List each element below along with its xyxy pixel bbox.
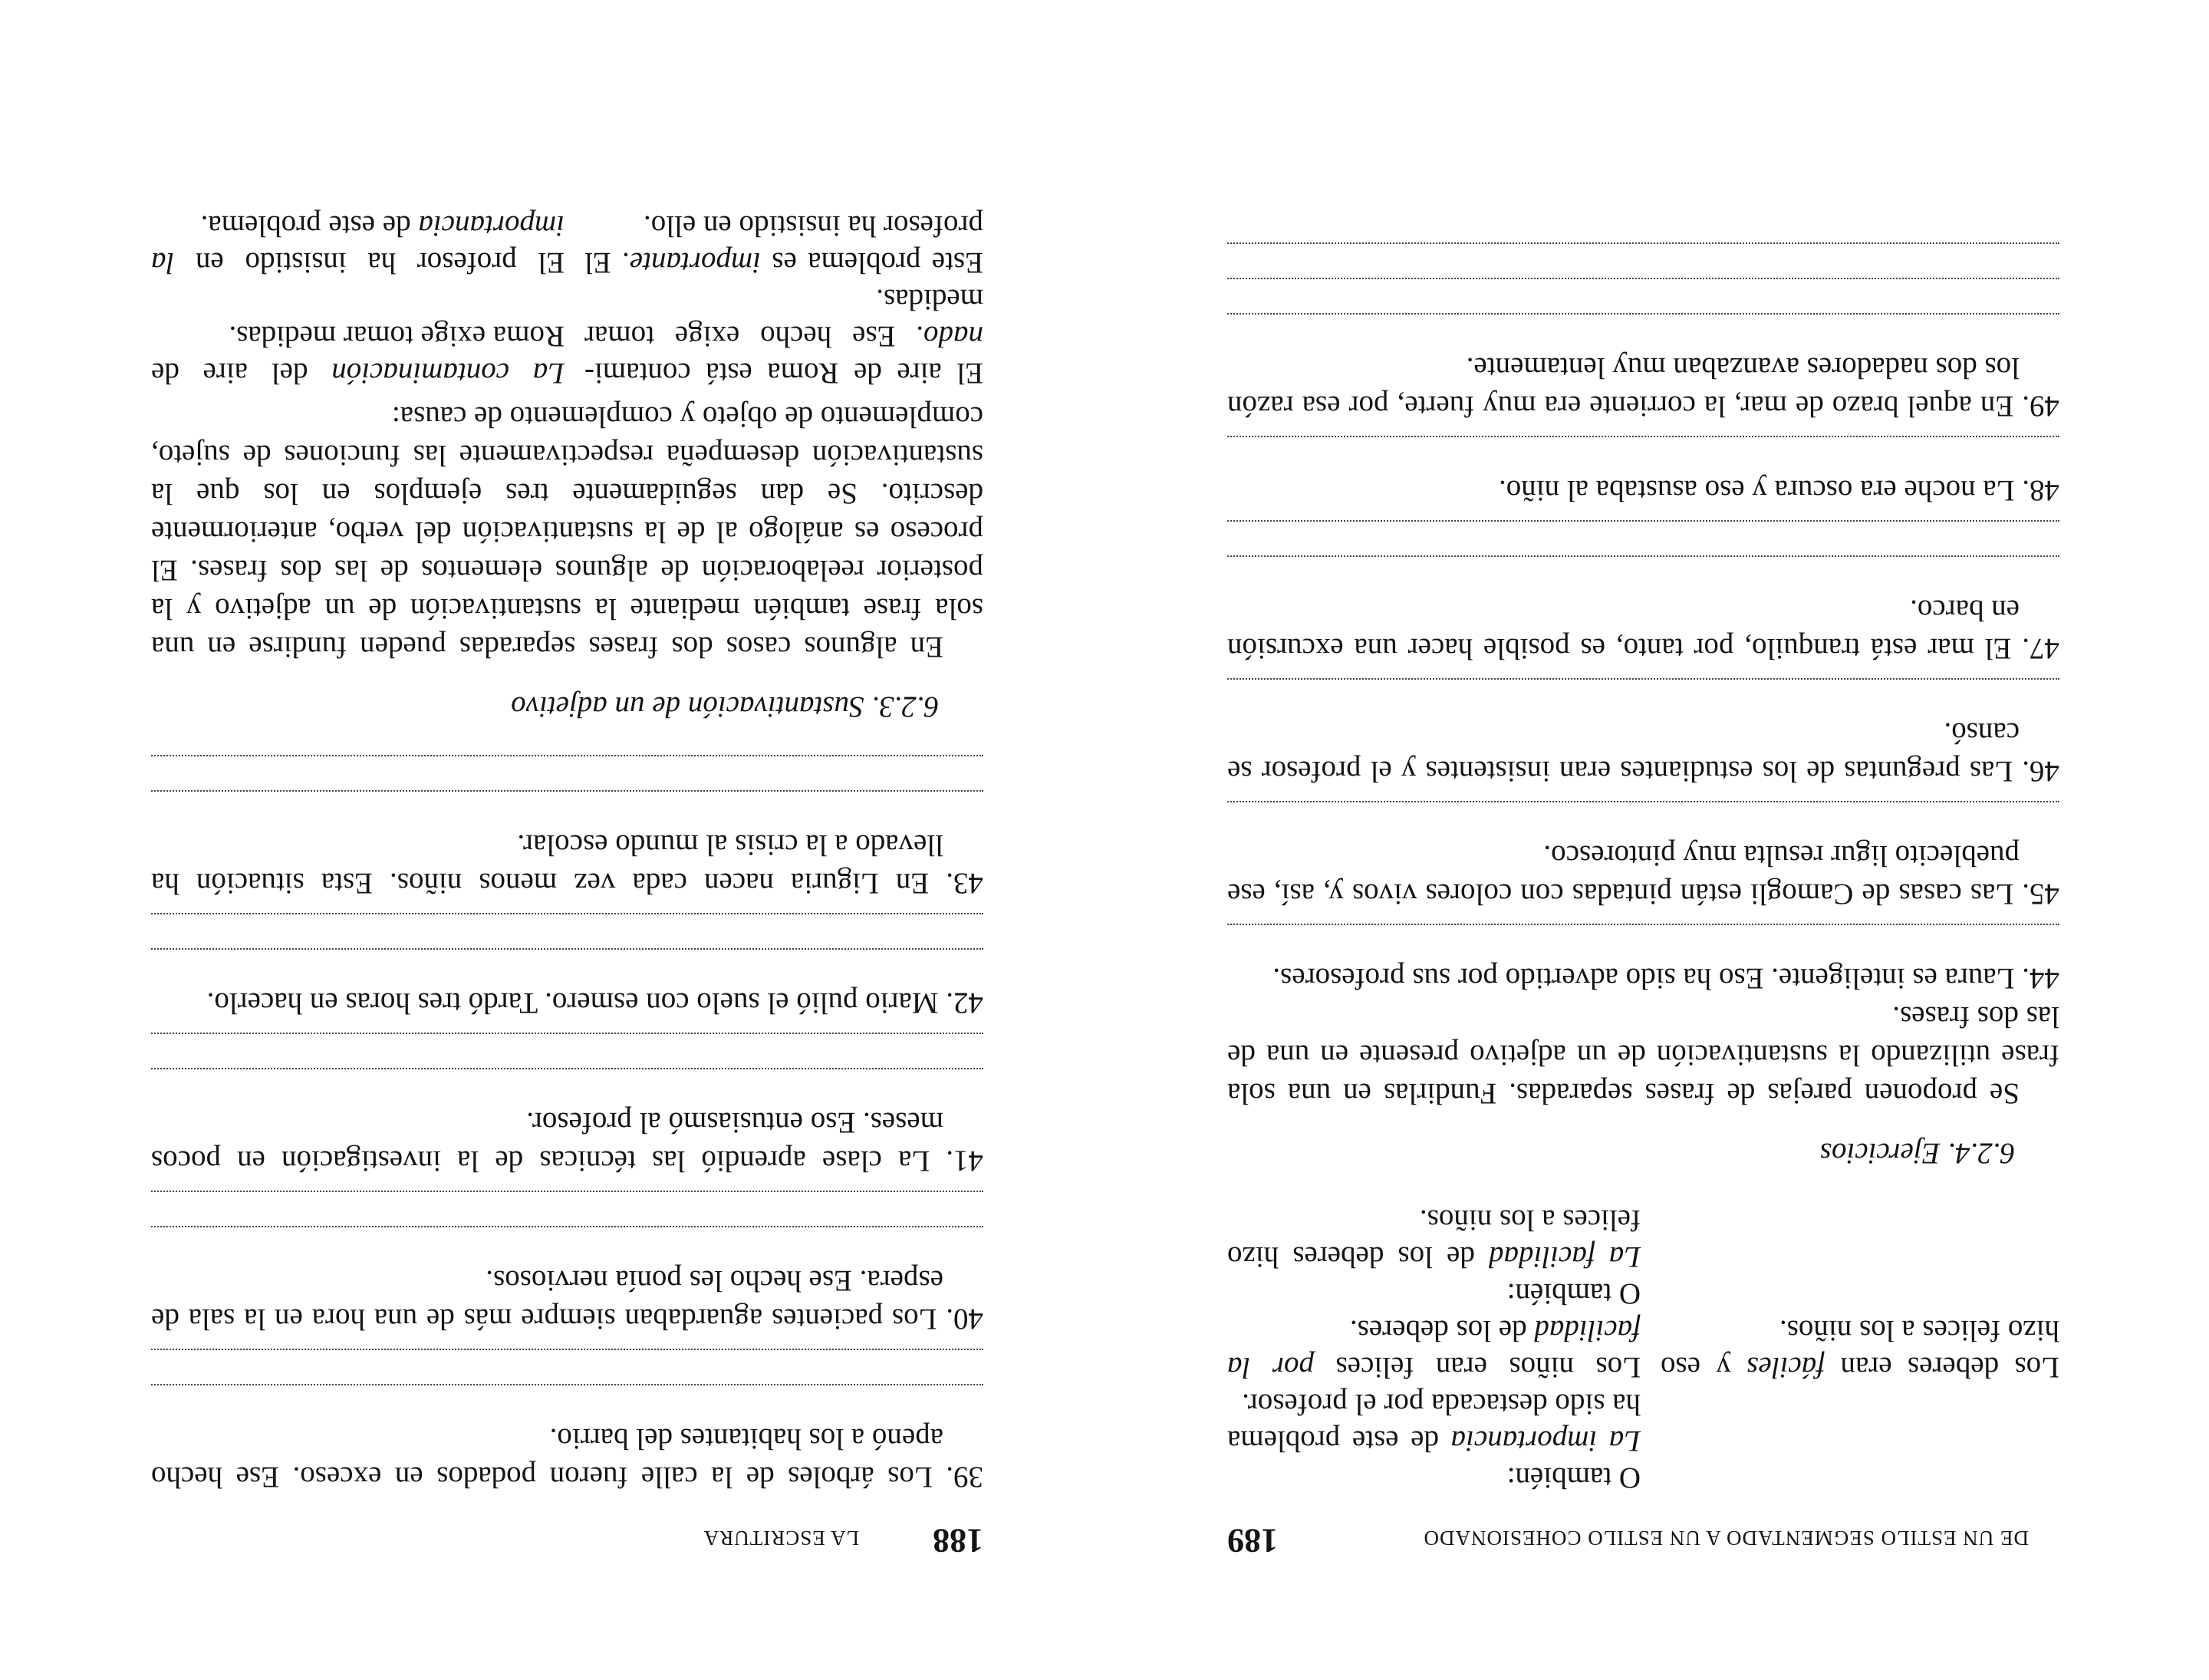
example-pairs <box>1227 1201 2059 1496</box>
section-heading: 6.2.3. Sustantivación de un adjetivo <box>511 690 939 723</box>
example-left: Los deberes eran fáciles y eso hizo felices a los niños. <box>1661 1314 2059 1384</box>
answer-line <box>1227 313 2059 348</box>
exercise-39: 39. Los árboles de la calle fueron podados en exceso. Ese hecho apenó a los habitantes del barrio. <box>151 1422 983 1494</box>
answer-line <box>151 1033 983 1068</box>
example-right: La contaminación del aire de Roma exige tomar medidas. <box>151 320 565 390</box>
example-pairs <box>151 207 983 391</box>
answer-line <box>1227 436 2059 471</box>
page-188 <box>151 207 983 1560</box>
answer-line <box>1227 520 2059 555</box>
answer-line <box>151 790 983 825</box>
answer-line <box>151 755 983 790</box>
running-head <box>151 1522 983 1560</box>
exercise-40: 40. Los pacientes aguardaban siempre más de una hora en la sala de espera. Ese hecho les ponía nerviosos. <box>151 1264 983 1336</box>
example-left: Este problema es importante. El profesor ha insistido en ello. <box>584 209 983 279</box>
exercise-43: 43. En Liguria nacen cada vez menos niños. Esta situación ha llevado a la crisis al mundo escolar. <box>151 828 983 900</box>
section-heading: 6.2.4. Ejercicios <box>1819 1137 2015 1170</box>
answer-line <box>151 913 983 948</box>
exercise-48: 48. La noche era oscura y eso asustaba al niño. <box>1499 474 2059 507</box>
section-intro: Se proponen parejas de frases separadas. Fundirlas en una sola frase utilizando la sustantivación de un adjetivo presente en una de las dos frases. <box>1227 1000 2059 1110</box>
exercise-45: 45. Las casas de Camogli están pintadas con colores vivos y, así, ese pueblecito ligur resulta muy pintoresco. <box>1227 839 2059 911</box>
answer-line <box>1227 801 2059 836</box>
running-head-title: LA ESCRITURA <box>703 1527 859 1550</box>
answer-line <box>151 1191 983 1226</box>
answer-line <box>151 1068 983 1103</box>
page-189 <box>1227 242 2059 1560</box>
exercise-44: 44. Laura es inteligente. Eso ha sido advertido por sus profesores. <box>1272 962 2059 995</box>
answer-line <box>151 1226 983 1261</box>
example-left: El aire de Roma está contami-nado. Ese hecho exige tomar medidas. <box>584 283 983 390</box>
exercise-46: 46. Las preguntas de los estudiantes eran insistentes y el profesor se cansó. <box>1227 716 2059 788</box>
answer-line <box>1227 678 2059 713</box>
answer-line <box>1227 242 2059 278</box>
answer-line <box>151 1349 983 1384</box>
example-right: Los niños eran felices por la facilidad de los deberes. O también: La facilidad de los deberes hizo felices a los niños. <box>1226 1204 1641 1384</box>
answer-line <box>1227 278 2059 313</box>
exercise-49: 49. En aquel brazo de mar, la corriente era muy fuerte, por esa razón los dos nadadores avanzaban muy lentamente. <box>1227 351 2059 423</box>
example-right: O también: La importancia de este problema ha sido destacada por el profesor. <box>1227 1388 1641 1494</box>
exercise-47: 47. El mar está tranquilo, por tanto, es posible hacer una excursión en barco. <box>1227 594 2059 665</box>
exercise-41: 41. La clase aprendió las técnicas de la investigación en pocos meses. Eso entusiasmó al profesor. <box>151 1106 983 1178</box>
exercise-42: 42. Mario pulió el suelo con esmero. Tardó tres horas en hacerlo. <box>206 987 983 1020</box>
answer-line <box>151 1384 983 1419</box>
running-head <box>1227 1522 2059 1560</box>
answer-line <box>1227 924 2059 959</box>
page-number: 188 <box>933 1522 983 1560</box>
answer-line <box>1227 555 2059 591</box>
example-right: El profesor ha insistido en la importancia de este problema. <box>151 209 565 279</box>
page-number: 189 <box>1227 1522 1278 1560</box>
running-head-title: DE UN ESTILO SEGMENTADO A UN ESTILO COHESIONADO <box>1423 1527 2029 1550</box>
section-intro: En algunos casos dos frases separadas pueden fundirse en una sola frase también mediante la sustantivación de un adjetivo y la posterior reelaboración de algunos elementos de las dos frases. El proceso es análogo al de la sustantivación del verbo, anteriormente descrito. Se dan seguidamente tres ejemplos en los que la sustantivación desempeña respectivamente las funciones de sujeto, complemento de objeto y complemento de causa: <box>151 400 983 664</box>
answer-line <box>151 948 983 983</box>
